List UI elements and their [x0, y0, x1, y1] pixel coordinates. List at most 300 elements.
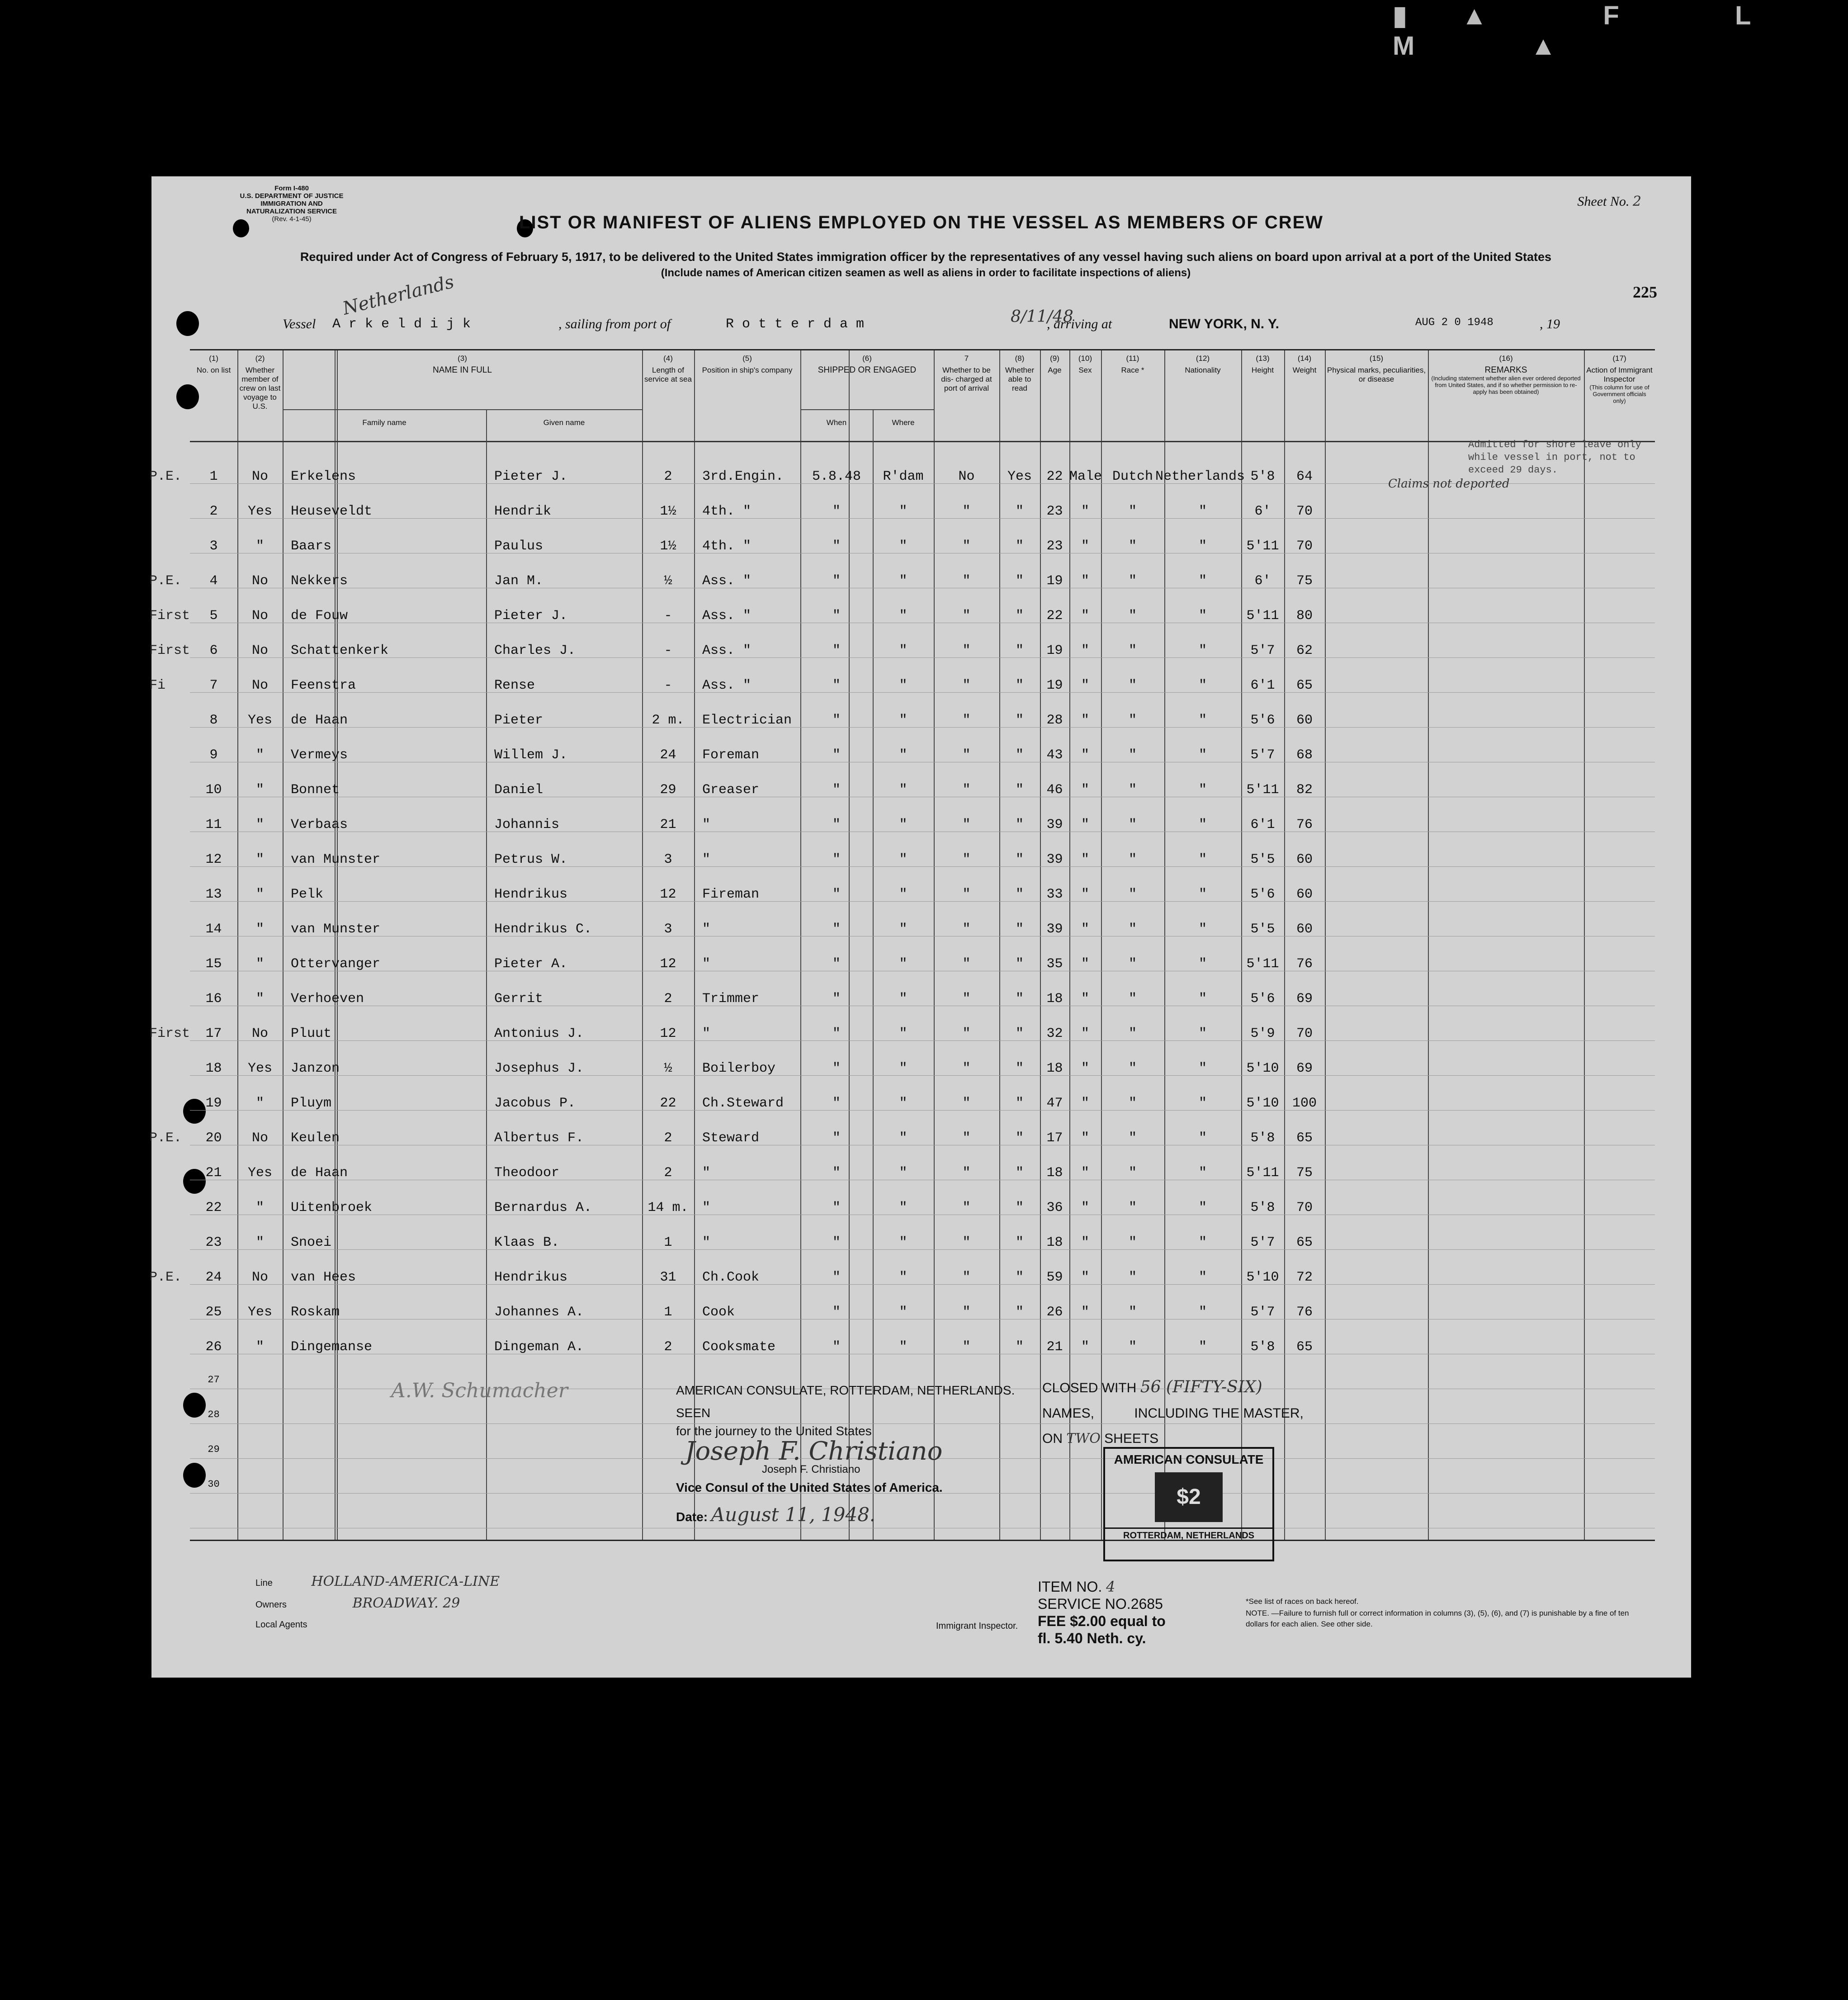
cell-race: " [1128, 1096, 1137, 1111]
cell-weight: 72 [1296, 1270, 1313, 1285]
cell-height: 5'7 [1250, 1305, 1275, 1320]
sailing-date: 8/11/48 [1011, 307, 1073, 326]
cell-last: " [255, 1235, 264, 1250]
cell-age: 46 [1046, 782, 1063, 798]
cell-weight: 76 [1296, 956, 1313, 972]
cell-when: " [832, 956, 841, 972]
cell-race: " [1128, 887, 1137, 902]
cell-sex: " [1081, 747, 1089, 763]
cell-position: " [702, 852, 711, 867]
cell-race: " [1128, 747, 1137, 763]
column-subnote: (Including statement whether alien ever ordered deported from United States, and if so whether permission to re-apply has been obtained) [1431, 375, 1581, 395]
cell-where: " [899, 1061, 907, 1076]
cell-weight: 60 [1296, 887, 1313, 902]
cell-read: " [1015, 956, 1024, 972]
cell-position: Ass. " [702, 608, 751, 624]
cell-height: 6'1 [1250, 678, 1275, 693]
cell-when: " [832, 887, 841, 902]
closed-sheets: TWO [1066, 1431, 1101, 1447]
cell-discharged: " [962, 852, 971, 867]
column-subheader: Family name [362, 418, 406, 427]
cell-no: 14 [205, 922, 222, 937]
cell-nationality: " [1198, 1096, 1207, 1111]
cell-service: - [664, 608, 672, 624]
column-number: (4) [663, 354, 673, 363]
cell-position: Cook [702, 1305, 735, 1320]
cell-position: 3rd.Engin. [702, 469, 784, 484]
margin-notation: P.E. [149, 469, 182, 484]
cell-sex: " [1081, 1200, 1089, 1215]
cell-where: " [899, 1165, 907, 1181]
cell-discharged: " [962, 1096, 971, 1111]
cell-height: 6' [1254, 573, 1271, 589]
column-rule [237, 350, 238, 1540]
cell-where: R'dam [883, 469, 924, 484]
cell-age: 26 [1046, 1305, 1063, 1320]
cell-weight: 68 [1296, 747, 1313, 763]
cell-position: Ass. " [702, 643, 751, 658]
cell-age: 32 [1046, 1026, 1063, 1041]
cell-when: " [832, 1305, 841, 1320]
cell-when: " [832, 504, 841, 519]
cell-no: 7 [209, 678, 218, 693]
cell-last: No [251, 608, 268, 624]
cell-age: 39 [1046, 817, 1063, 832]
page-title: LIST OR MANIFEST OF ALIENS EMPLOYED ON THE VESSEL AS MEMBERS OF CREW [519, 213, 1324, 232]
cell-read: " [1015, 1200, 1024, 1215]
cell-nationality: " [1198, 1305, 1207, 1320]
column-rule [1325, 350, 1326, 1540]
cell-read: " [1015, 852, 1024, 867]
cell-no: 18 [205, 1061, 222, 1076]
cell-no: 9 [209, 747, 218, 763]
cell-given: Hendrikus [494, 887, 568, 902]
cell-where: " [899, 608, 907, 624]
cell-nationality: " [1198, 504, 1207, 519]
cell-last: No [251, 1130, 268, 1146]
cell-weight: 76 [1296, 817, 1313, 832]
cell-position: Fireman [702, 887, 760, 902]
cell-age: 17 [1046, 1130, 1063, 1146]
column-number: (8) [1015, 354, 1025, 363]
margin-notation: P.E. [149, 1270, 182, 1285]
cell-when: " [832, 1235, 841, 1250]
cell-nationality: " [1198, 608, 1207, 624]
footer-line [255, 1574, 500, 1589]
cell-age: 28 [1046, 713, 1063, 728]
cell-when: " [832, 608, 841, 624]
cell-last: No [251, 1026, 268, 1041]
subcolumn-rule [849, 350, 850, 1540]
cell-height: 5'5 [1250, 852, 1275, 867]
cell-family: Keulen [291, 1130, 340, 1146]
cell-age: 23 [1046, 504, 1063, 519]
cell-race: " [1128, 504, 1137, 519]
column-label: Whether able to read [1005, 366, 1035, 392]
cell-family: Erkelens [291, 469, 356, 484]
cell-where: " [899, 1130, 907, 1146]
cell-no: 23 [205, 1235, 222, 1250]
cell-where: " [899, 539, 907, 554]
cell-given: Paulus [494, 539, 544, 554]
column-header [1069, 354, 1101, 375]
sheet-value: 2 [1632, 194, 1641, 209]
footer-line-label: Line [255, 1578, 273, 1588]
cell-read: " [1015, 782, 1024, 798]
cell-discharged: " [962, 1305, 971, 1320]
cell-where: " [899, 1270, 907, 1285]
column-number: (16) [1499, 354, 1513, 363]
sailing-label: , sailing from port of [558, 317, 671, 331]
cell-sex: " [1081, 1096, 1089, 1111]
cell-age: 18 [1046, 991, 1063, 1007]
cell-race: " [1128, 1339, 1137, 1355]
cell-when: " [832, 747, 841, 763]
column-header [642, 354, 694, 384]
cell-when: " [832, 573, 841, 589]
consulate-fee-stamp [1103, 1447, 1274, 1561]
column-label: Action of Immigrant Inspector [1586, 366, 1653, 383]
cell-age: 18 [1046, 1235, 1063, 1250]
cell-family: Nekkers [291, 573, 348, 589]
cell-given: Dingeman A. [494, 1339, 584, 1355]
cell-last: No [251, 643, 268, 658]
cell-service: - [664, 678, 672, 693]
cell-weight: 65 [1296, 1130, 1313, 1146]
closed-line-1 [1042, 1375, 1304, 1401]
cell-nationality: " [1198, 817, 1207, 832]
cell-service: 21 [660, 817, 676, 832]
cell-read: " [1015, 573, 1024, 589]
closed-names-label: NAMES, [1042, 1406, 1095, 1421]
column-number: (12) [1196, 354, 1210, 363]
form-service: IMMIGRATION AND NATURALIZATION SERVICE [246, 200, 337, 215]
cell-height: 5'6 [1250, 991, 1275, 1007]
cell-where: " [899, 678, 907, 693]
cell-read: " [1015, 643, 1024, 658]
column-rule [800, 350, 801, 1540]
cell-discharged: " [962, 539, 971, 554]
cell-weight: 69 [1296, 991, 1313, 1007]
cell-height: 5'9 [1250, 1026, 1275, 1041]
cell-given: Johannis [494, 817, 560, 832]
footer-owners [255, 1595, 460, 1611]
cell-given: Klaas B. [494, 1235, 560, 1250]
cell-sex: " [1081, 852, 1089, 867]
subheader-rule [283, 409, 642, 410]
cell-sex: " [1081, 1130, 1089, 1146]
cell-when: " [832, 643, 841, 658]
cell-nationality: " [1198, 1200, 1207, 1215]
cell-race: " [1128, 1165, 1137, 1181]
cell-nationality: " [1198, 1270, 1207, 1285]
cell-nationality: Netherlands [1155, 469, 1245, 484]
cell-height: 5'10 [1246, 1061, 1279, 1076]
page-number: 225 [1633, 283, 1657, 301]
cell-no: 4 [209, 573, 218, 589]
cell-family: Dingemanse [291, 1339, 373, 1355]
cell-no: 6 [209, 643, 218, 658]
cell-given: Daniel [494, 782, 544, 798]
cell-nationality: " [1198, 887, 1207, 902]
cell-position: Electrician [702, 713, 792, 728]
column-label: Nationality [1185, 366, 1221, 374]
fee-block [1038, 1578, 1166, 1647]
cell-position: " [702, 817, 711, 832]
column-header [283, 354, 642, 375]
cell-discharged: " [962, 713, 971, 728]
cell-discharged: " [962, 922, 971, 937]
cell-race: " [1128, 608, 1137, 624]
cell-nationality: " [1198, 1130, 1207, 1146]
item-label: ITEM NO. [1038, 1579, 1102, 1595]
cell-no: 15 [205, 956, 222, 972]
cell-nationality: " [1198, 852, 1207, 867]
footer-owners-value: BROADWAY. 29 [352, 1595, 460, 1611]
cell-discharged: " [962, 991, 971, 1007]
cell-position: 4th. " [702, 539, 751, 554]
journey-text: for the journey to the United States [676, 1424, 872, 1438]
cell-nationality: " [1198, 1026, 1207, 1041]
column-header [1325, 354, 1428, 384]
cell-weight: 70 [1296, 1200, 1313, 1215]
cell-nationality: " [1198, 922, 1207, 937]
column-label: Position in ship's company [702, 366, 793, 374]
cell-given: Jacobus P. [494, 1096, 576, 1111]
cell-read: " [1015, 713, 1024, 728]
cell-height: 5'11 [1246, 782, 1279, 798]
cell-nationality: " [1198, 956, 1207, 972]
header-rule [190, 441, 1655, 442]
cell-race: " [1128, 1026, 1137, 1041]
cell-service: 1½ [660, 539, 676, 554]
item-value: 4 [1106, 1578, 1115, 1595]
cell-given: Charles J. [494, 643, 576, 658]
margin-notation: First [149, 608, 190, 624]
consulate-seen-block [676, 1381, 1015, 1526]
column-label: Weight [1292, 366, 1317, 374]
cell-family: van Munster [291, 922, 381, 937]
consul-date-line [676, 1506, 1015, 1526]
cell-service: 2 [664, 991, 672, 1007]
cell-when: " [832, 1270, 841, 1285]
cell-position: Steward [702, 1130, 760, 1146]
cell-given: Willem J. [494, 747, 568, 763]
cell-last: " [255, 1096, 264, 1111]
closed-line-2 [1042, 1401, 1304, 1426]
cell-last: Yes [247, 1305, 272, 1320]
column-label: REMARKS [1484, 365, 1527, 375]
column-number: (14) [1297, 354, 1312, 363]
column-header [1284, 354, 1325, 375]
cell-read: " [1015, 1061, 1024, 1076]
cell-sex: " [1081, 1026, 1089, 1041]
cell-given: Pieter J. [494, 469, 568, 484]
column-number: (10) [1078, 354, 1092, 363]
cell-when: " [832, 1130, 841, 1146]
cell-age: 35 [1046, 956, 1063, 972]
cell-discharged: " [962, 643, 971, 658]
cell-when: " [832, 817, 841, 832]
subcolumn-rule [335, 350, 336, 1540]
cell-where: " [899, 817, 907, 832]
cell-age: 33 [1046, 887, 1063, 902]
cell-where: " [899, 956, 907, 972]
cell-race: " [1128, 991, 1137, 1007]
cell-discharged: " [962, 1235, 971, 1250]
cell-family: Uitenbroek [291, 1200, 373, 1215]
cell-no: 30 [208, 1479, 220, 1490]
signature-left: A.W. Schumacher [391, 1379, 568, 1402]
column-header [800, 354, 934, 375]
cell-position: Foreman [702, 747, 760, 763]
form-code: Form I-480 [274, 184, 309, 192]
column-header [1241, 354, 1284, 375]
column-number: (5) [742, 354, 752, 363]
cell-position: Trimmer [702, 991, 760, 1007]
subtitle-requirement: Required under Act of Congress of February 5, 1917, to be delivered to the United States immigration officer by the representatives of any vessel having such aliens on board upon arrival at a port of the United States [300, 250, 1552, 264]
cell-age: 19 [1046, 678, 1063, 693]
cell-nationality: " [1198, 1061, 1207, 1076]
column-label: NAME IN FULL [433, 365, 492, 375]
cell-family: Ottervanger [291, 956, 381, 972]
cell-no: 26 [205, 1339, 222, 1355]
column-rule [1584, 350, 1585, 1540]
cell-given: Pieter J. [494, 608, 568, 624]
cell-height: 5'8 [1250, 1339, 1275, 1355]
cell-no: 17 [205, 1026, 222, 1041]
cell-family: van Hees [291, 1270, 356, 1285]
cell-service: ½ [664, 573, 672, 589]
cell-nationality: " [1198, 713, 1207, 728]
cell-age: 39 [1046, 922, 1063, 937]
cell-read: " [1015, 991, 1024, 1007]
cell-sex: " [1081, 643, 1089, 658]
cell-where: " [899, 1200, 907, 1215]
cell-nationality: " [1198, 782, 1207, 798]
cell-read: Yes [1007, 469, 1032, 484]
cell-discharged: " [962, 678, 971, 693]
column-label: Length of service at sea [644, 366, 692, 383]
cell-no: 20 [205, 1130, 222, 1146]
cell-age: 22 [1046, 608, 1063, 624]
cell-where: " [899, 887, 907, 902]
cell-discharged: " [962, 504, 971, 519]
vessel-label: Vessel [283, 317, 316, 331]
cell-last: " [255, 991, 264, 1007]
cell-race: " [1128, 817, 1137, 832]
cell-discharged: " [962, 1130, 971, 1146]
cell-race: Dutch [1112, 469, 1153, 484]
column-header [1101, 354, 1164, 375]
cell-family: Bonnet [291, 782, 340, 798]
cell-age: 39 [1046, 852, 1063, 867]
cell-weight: 100 [1292, 1096, 1317, 1111]
column-header [1428, 354, 1584, 395]
column-header [190, 354, 237, 375]
column-rule [694, 350, 695, 1540]
cell-weight: 70 [1296, 1026, 1313, 1041]
cell-no: 22 [205, 1200, 222, 1215]
vessel-name: A r k e l d i j k [332, 317, 471, 332]
cell-position: " [702, 1200, 711, 1215]
cell-where: " [899, 747, 907, 763]
cell-nationality: " [1198, 1339, 1207, 1355]
cell-sex: " [1081, 678, 1089, 693]
cell-when: " [832, 1339, 841, 1355]
cell-no: 2 [209, 504, 218, 519]
cell-last: " [255, 539, 264, 554]
cell-weight: 69 [1296, 1061, 1313, 1076]
cell-family: de Haan [291, 1165, 348, 1181]
cell-no: 1 [209, 469, 218, 484]
cell-discharged: " [962, 782, 971, 798]
column-label: Age [1048, 366, 1062, 374]
cell-given: Bernardus A. [494, 1200, 592, 1215]
cell-height: 5'7 [1250, 643, 1275, 658]
cell-nationality: " [1198, 991, 1207, 1007]
column-label: Physical marks, peculiarities, or disease [1327, 366, 1426, 383]
cell-given: Petrus W. [494, 852, 568, 867]
seen-label: SEEN [676, 1406, 711, 1420]
cell-discharged: " [962, 1270, 971, 1285]
cell-discharged: " [962, 1165, 971, 1181]
cell-discharged: " [962, 573, 971, 589]
cell-no: 3 [209, 539, 218, 554]
cell-height: 5'7 [1250, 1235, 1275, 1250]
cell-family: de Fouw [291, 608, 348, 624]
cell-when: 5.8.48 [812, 469, 861, 484]
column-rule [1069, 350, 1070, 1540]
manifest-table [149, 349, 1655, 1541]
cell-family: Feenstra [291, 678, 356, 693]
cell-no: 16 [205, 991, 222, 1007]
cell-read: " [1015, 504, 1024, 519]
cell-service: 3 [664, 922, 672, 937]
column-header [694, 354, 800, 375]
cell-height: 5'10 [1246, 1096, 1279, 1111]
cell-discharged: " [962, 817, 971, 832]
cell-given: Hendrikus C. [494, 922, 592, 937]
cell-position: Ch.Steward [702, 1096, 784, 1111]
arriving-label: , arriving at [1047, 317, 1112, 331]
cell-given: Hendrikus [494, 1270, 568, 1285]
cell-sex: " [1081, 573, 1089, 589]
cell-given: Albertus F. [494, 1130, 584, 1146]
cell-height: 5'11 [1246, 539, 1279, 554]
cell-age: 18 [1046, 1061, 1063, 1076]
cell-position: Ch.Cook [702, 1270, 760, 1285]
consul-title: Vice Consul of the United States of America. [676, 1480, 943, 1494]
cell-weight: 70 [1296, 539, 1313, 554]
cell-service: 31 [660, 1270, 676, 1285]
cell-no: 13 [205, 887, 222, 902]
cell-nationality: " [1198, 643, 1207, 658]
cell-where: " [899, 1096, 907, 1111]
cell-age: 19 [1046, 573, 1063, 589]
cell-last: " [255, 956, 264, 972]
cell-no: 21 [205, 1165, 222, 1181]
cell-weight: 62 [1296, 643, 1313, 658]
cell-where: " [899, 922, 907, 937]
sheet-label: Sheet No. [1577, 194, 1630, 209]
arrival-port: NEW YORK, N. Y. [1169, 317, 1279, 331]
cell-position: Cooksmate [702, 1339, 776, 1355]
cell-service: 12 [660, 887, 676, 902]
cell-family: Heuseveldt [291, 504, 373, 519]
cell-service: 1 [664, 1305, 672, 1320]
cell-nationality: " [1198, 573, 1207, 589]
